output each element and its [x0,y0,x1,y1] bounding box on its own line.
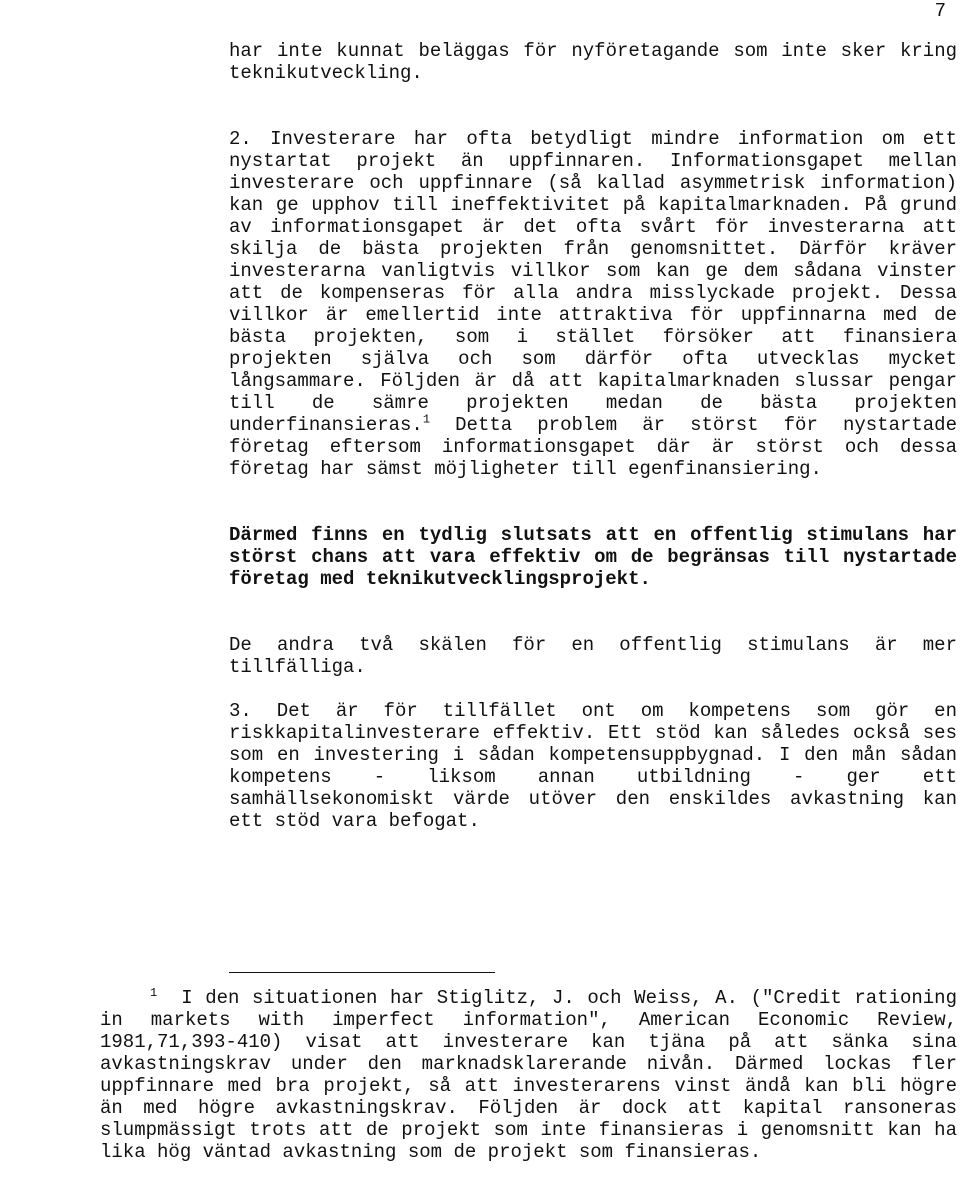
paragraph-conclusion: Därmed finns en tydlig slutsats att en offentlig stimulans har störst chans att vara effektiv om de begränsas till nystartade företag med teknikutvecklingsprojekt. [229,524,957,590]
main-text [229,40,957,832]
page-number: 7 [934,0,946,22]
item-2-text: 2. Investerare har ofta betydligt mindre information om ett nystartat projekt än uppfinnaren. Informationsgapet mellan investerare och uppfinnare (så kallad asymmetrisk information) kan ge upphov till ineffektivitet på kapitalmarknaden. På grund av informationsgapet är det ofta svårt för investerarna att skilja de bästa projekten från genomsnittet. Därför kräver investerarna vanligtvis villkor som kan ge dem sådana vinster att de kompenseras för alla andra misslyckade projekt. Dessa villkor är emellertid inte attraktiva för uppfinnarna med de bästa projekten, som i stället försöker att finansiera projekten själva och som därför ofta utvecklas mycket långsammare. Följden är då att kapitalmarknaden slussar pengar till de sämre projekten medan de bästa projekten underfinansieras. [229,128,957,436]
paragraph-item-2 [229,128,957,480]
paragraph-other-reasons: De andra två skälen för en offentlig stimulans är mer tillfälliga. [229,634,957,678]
paragraph-intro: har inte kunnat beläggas för nyföretagande som inte sker kring teknikutveckling. [229,40,957,84]
footnote: 1 I den situationen har Stiglitz, J. och Weiss, A. ("Credit rationing in markets with imperfect information", American Economic Review, 1981,71,393-410) visat att investerare kan tjäna på att sänka sina avkastningskrav under den marknadsklarerande nivån. Därmed lockas fler uppfinnare med bra projekt, så att investerarens vinst ändå kan bli högre än med högre avkastningskrav. Följden är dock att kapital ransoneras slumpmässigt trots att de projekt som inte finansieras i genomsnitt kan ha lika hög väntad avkastning som de projekt som finansieras. [100,985,957,1163]
footnote-text: I den situationen har Stiglitz, J. och Weiss, A. ("Credit rationing in markets with imperfect information", American Economic Review, 1981,71,393-410) visat att investerare kan tjäna på att sänka sina avkastningskrav under den marknadsklarerande nivån. Därmed lockas fler uppfinnare med bra projekt, så att investerarens vinst ändå kan bli högre än med högre avkastningskrav. Följden är dock att kapital ransoneras slumpmässigt trots att de projekt som inte finansieras i genomsnitt kan ha lika hög väntad avkastning som de projekt som finansieras. [100,987,957,1163]
footnote-reference[interactable]: 1 [422,412,431,427]
item-2-text-continued: Detta problem är störst för nystartade företag eftersom informationsgapet där är störst och dessa företag har sämst möjligheter till egenfinansiering. [229,414,957,480]
paragraph-item-3: 3. Det är för tillfället ont om kompetens som gör en riskkapitalinvesterare effektiv. Ett stöd kan således också ses som en investering i sådan kompetensuppbygnad. I den mån sådan kompetens - liksom annan utbildning - ger ett samhällsekonomiskt värde utöver den enskildes avkastning kan ett stöd vara befogat. [229,700,957,832]
footnote-divider [229,972,495,973]
